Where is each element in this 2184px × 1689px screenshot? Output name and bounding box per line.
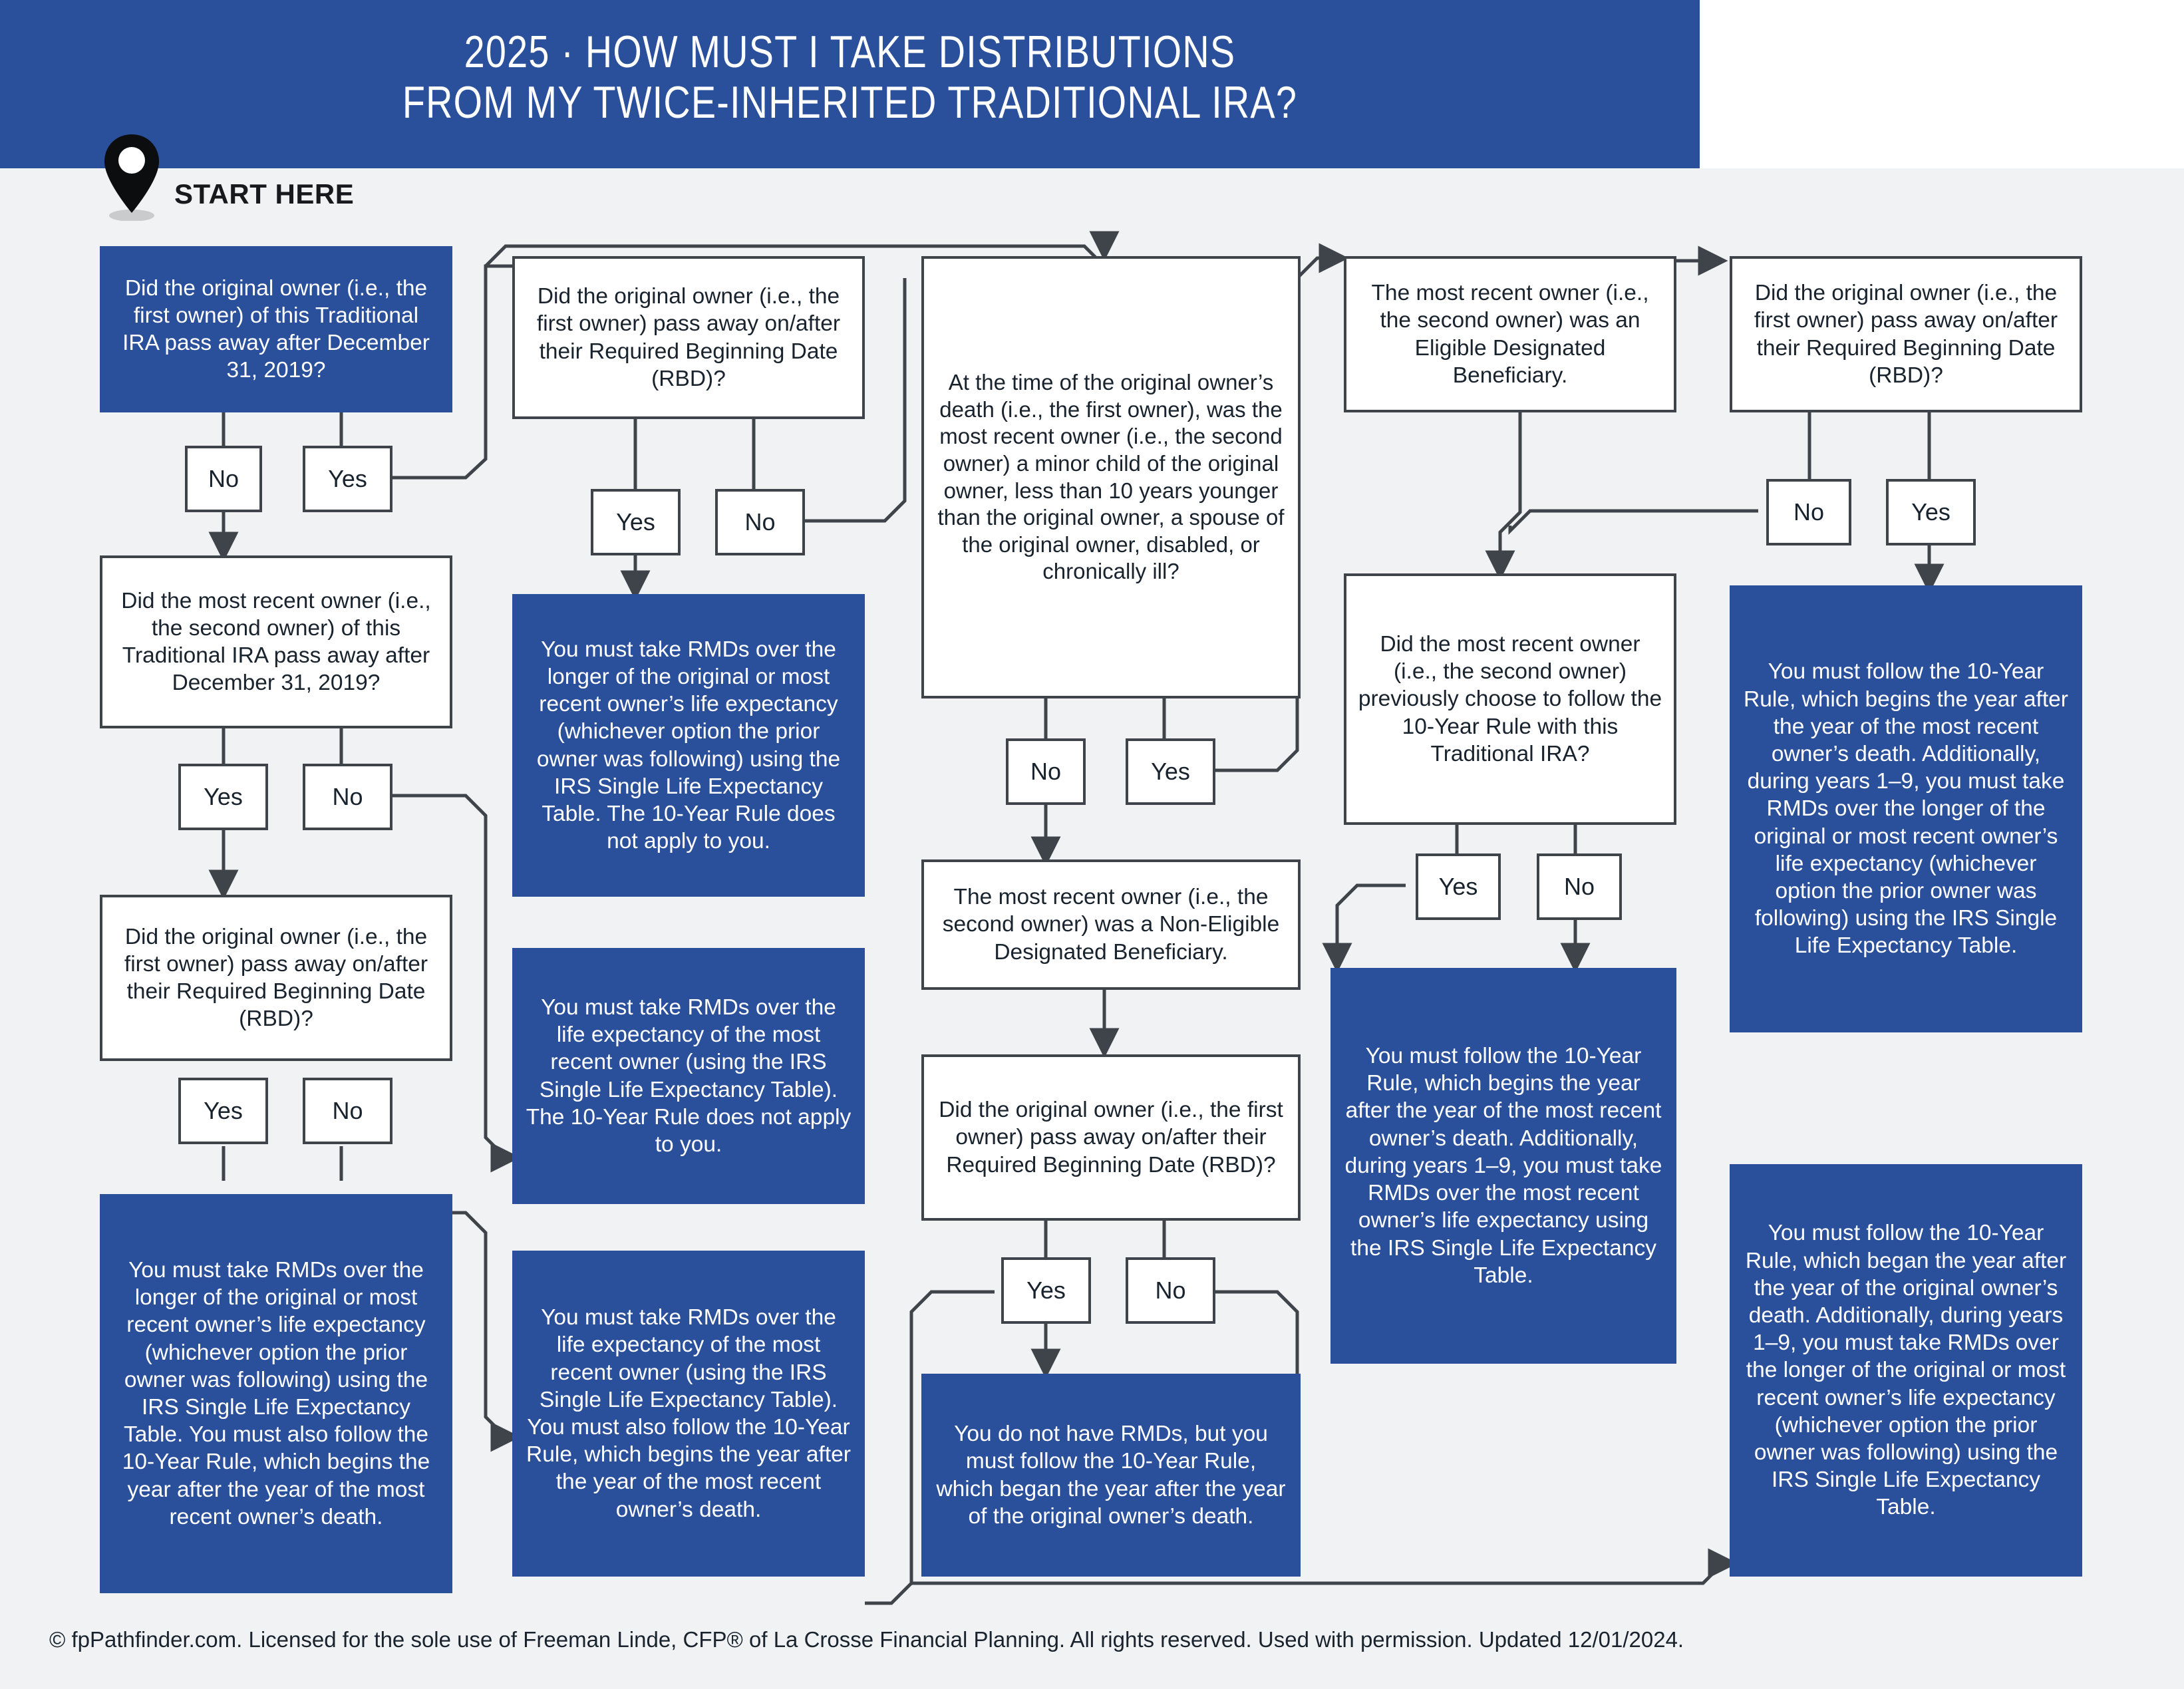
q4-yes-label: Yes bbox=[616, 508, 655, 536]
q6-no-label: No bbox=[1155, 1277, 1186, 1304]
q8-answer-yes[interactable] bbox=[1886, 479, 1976, 545]
start-here-label: START HERE bbox=[174, 178, 355, 210]
r4-text: You must take RMDs over the life expectancy of the most recent owner (using the IRS Single Life Expectancy Table). You must also follow the 10-Year Rule, which begins the year after the year of the most recent owner’s death. bbox=[526, 1305, 851, 1522]
q7-yes-label: Yes bbox=[1438, 873, 1478, 900]
page-title-line1: 2025 · HOW MUST I TAKE DISTRIBUTIONS bbox=[464, 27, 1236, 77]
result-box-r1[interactable] bbox=[100, 1194, 452, 1593]
r1-text: You must take RMDs over the longer of the original or most recent owner’s life expectancy (whichever option the prior owner was following) using the IRS Single Life Expectancy Table. You must also follow the 10-Year Rule, which begins the year after the year of the most recent owner’s death. bbox=[122, 1257, 430, 1529]
q3-no-label: No bbox=[332, 1097, 363, 1124]
result-box-r8[interactable] bbox=[1730, 1164, 2082, 1577]
q8-text: Did the original owner (i.e., the first owner) pass away on/after their Required Beginning Date (RBD)? bbox=[1754, 281, 2058, 388]
q7-text: Did the most recent owner (i.e., the second owner) previously choose to follow the 10-Year Rule with this Traditional IRA? bbox=[1358, 631, 1662, 766]
page-title bbox=[153, 27, 1547, 128]
question-box-q5[interactable] bbox=[921, 256, 1301, 698]
q3-answer-yes[interactable] bbox=[178, 1078, 268, 1144]
statement-box-s1[interactable] bbox=[921, 859, 1301, 990]
q8-answer-no[interactable] bbox=[1766, 479, 1851, 545]
q1-yes-label: Yes bbox=[328, 465, 367, 492]
result-box-r2[interactable] bbox=[512, 594, 865, 897]
s1-text: The most recent owner (i.e., the second owner) was a Non-Eligible Designated Beneficiary. bbox=[942, 885, 1280, 965]
header-banner bbox=[0, 0, 1700, 168]
result-box-r6[interactable] bbox=[1330, 968, 1676, 1364]
q5-no-label: No bbox=[1030, 758, 1062, 785]
q3-text: Did the original owner (i.e., the first owner) pass away on/after their Required Beginning Date (RBD)? bbox=[124, 924, 428, 1032]
q6-answer-no[interactable] bbox=[1126, 1257, 1215, 1324]
result-box-r7[interactable] bbox=[1730, 585, 2082, 1032]
q1-no-label: No bbox=[208, 465, 239, 492]
q8-yes-label: Yes bbox=[1911, 498, 1950, 526]
q1-answer-yes[interactable] bbox=[303, 446, 392, 512]
header-logo-area bbox=[1700, 0, 2184, 168]
question-box-q8[interactable] bbox=[1730, 256, 2082, 412]
q3-answer-no[interactable] bbox=[303, 1078, 392, 1144]
q4-no-label: No bbox=[744, 508, 776, 536]
q6-yes-label: Yes bbox=[1026, 1277, 1066, 1304]
question-box-q1[interactable] bbox=[100, 246, 452, 412]
question-box-q3[interactable] bbox=[100, 895, 452, 1061]
q1-answer-no[interactable] bbox=[185, 446, 262, 512]
r3-text: You must take RMDs over the life expectancy of the most recent owner (using the IRS Single Life Expectancy Table). The 10-Year Rule does not apply to you. bbox=[526, 995, 852, 1157]
q4-text: Did the original owner (i.e., the first owner) pass away on/after their Required Beginning Date (RBD)? bbox=[536, 284, 841, 391]
q5-text: At the time of the original owner’s death (i.e., the first owner), was the most recent owner (i.e., the second owner) a minor child of the original owner, less than 10 years younger than the original owner, a spouse of the original owner, disabled, or chronically ill? bbox=[937, 370, 1285, 584]
s2-text: The most recent owner (i.e., the second owner) was an Eligible Designated Beneficiary. bbox=[1371, 281, 1649, 388]
q2-answer-no[interactable] bbox=[303, 764, 392, 830]
question-box-q7[interactable] bbox=[1344, 573, 1676, 825]
r2-text: You must take RMDs over the longer of the original or most recent owner’s life expectancy (whichever option the prior owner was following) using the IRS Single Life Expectancy Table. The 10-Year Rule does not apply to you. bbox=[536, 637, 841, 854]
q7-answer-no[interactable] bbox=[1537, 853, 1622, 920]
q4-answer-no[interactable] bbox=[715, 489, 805, 555]
statement-box-s2[interactable] bbox=[1344, 256, 1676, 412]
r6-text: You must follow the 10-Year Rule, which begins the year after the year of the most recent owner’s death. Additionally, during years 1–9, you must take RMDs over the most recent owner’s life expectancy using the IRS Single Life Expectancy Table. bbox=[1344, 1044, 1662, 1288]
q7-answer-yes[interactable] bbox=[1416, 853, 1501, 920]
start-pin-icon bbox=[100, 133, 164, 221]
q4-answer-yes[interactable] bbox=[591, 489, 681, 555]
q8-no-label: No bbox=[1793, 498, 1825, 526]
r8-text: You must follow the 10-Year Rule, which began the year after the year of the original owner’s death. Additionally, during years 1–9, you must take RMDs over the longer of the original or most recent owner’s life expectancy (whichever option the prior owner was following) using the IRS Single Life Expectancy Table. bbox=[1745, 1221, 2067, 1520]
page-title-line2: FROM MY TWICE-INHERITED TRADITIONAL IRA? bbox=[402, 77, 1298, 128]
q2-yes-label: Yes bbox=[204, 783, 243, 810]
q5-answer-yes[interactable] bbox=[1126, 738, 1215, 805]
q6-text: Did the original owner (i.e., the first owner) pass away on/after their Required Beginning Date (RBD)? bbox=[939, 1098, 1283, 1177]
q5-answer-no[interactable] bbox=[1006, 738, 1086, 805]
q3-yes-label: Yes bbox=[204, 1097, 243, 1124]
result-box-r3[interactable] bbox=[512, 948, 865, 1204]
q7-no-label: No bbox=[1563, 873, 1595, 900]
result-box-r5[interactable] bbox=[921, 1374, 1301, 1577]
r7-text: You must follow the 10-Year Rule, which begins the year after the year of the most recent owner’s death. Additionally, during years 1–9, you must take RMDs over the longer of the original or most recent owner’s life expectancy (whichever option the prior owner was following) using the IRS Single Life Expectancy Table. bbox=[1744, 659, 2068, 959]
question-box-q4[interactable] bbox=[512, 256, 865, 419]
question-box-q6[interactable] bbox=[921, 1054, 1301, 1221]
q2-answer-yes[interactable] bbox=[178, 764, 268, 830]
result-box-r4[interactable] bbox=[512, 1251, 865, 1577]
q6-answer-yes[interactable] bbox=[1001, 1257, 1091, 1324]
q5-yes-label: Yes bbox=[1151, 758, 1190, 785]
r5-text: You do not have RMDs, but you must follow the 10-Year Rule, which began the year after the year of the original owner’s death. bbox=[936, 1422, 1286, 1529]
question-box-q2[interactable] bbox=[100, 555, 452, 728]
q2-no-label: No bbox=[332, 783, 363, 810]
footer-copyright: © fpPathfinder.com. Licensed for the sole use of Freeman Linde, CFP® of La Crosse Financial Planning. All rights reserved. Used with permission. Updated 12/01/2024. bbox=[49, 1627, 1684, 1652]
q2-text: Did the most recent owner (i.e., the second owner) of this Traditional IRA pass away after December 31, 2019? bbox=[121, 588, 431, 696]
q1-text: Did the original owner (i.e., the first owner) of this Traditional IRA pass away after December 31, 2019? bbox=[122, 275, 430, 383]
